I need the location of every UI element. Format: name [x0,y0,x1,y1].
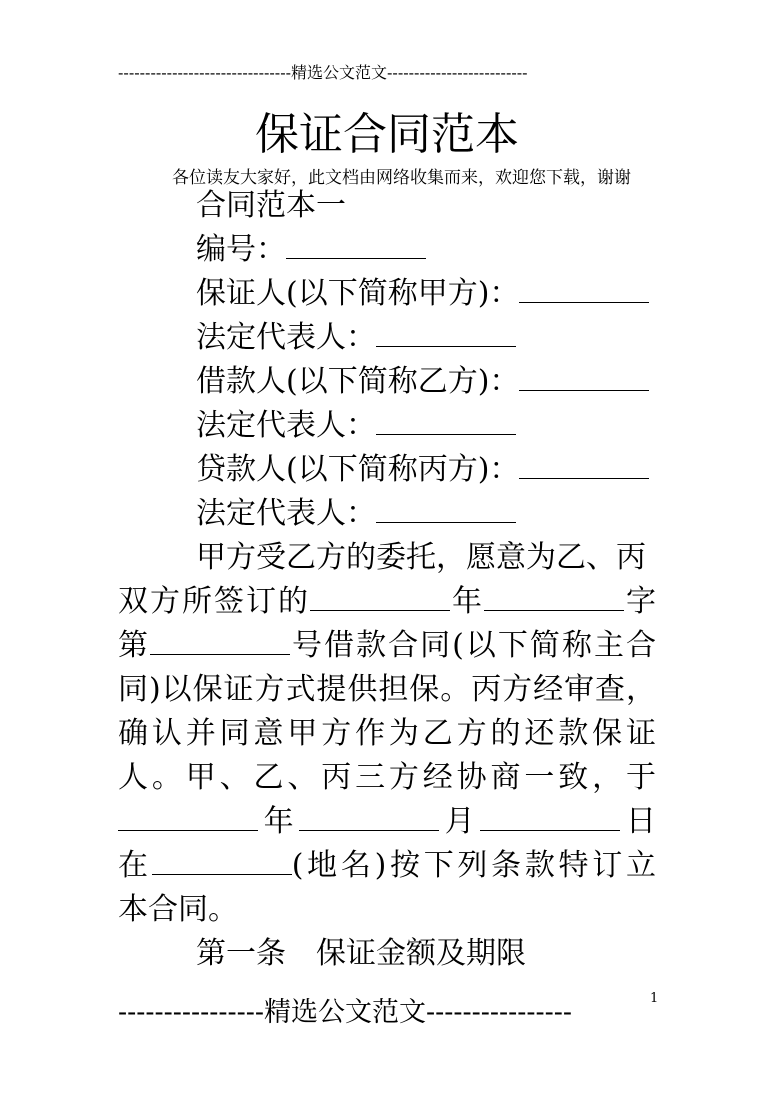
article-1-heading: 第一条 保证金额及期限 [196,936,526,971]
paragraph-text: 年 [450,584,484,619]
rep1-blank [376,316,516,347]
paragraph-text: 字 [624,584,656,619]
guarantor-label: 保证人(以下简称甲方)： [196,276,520,311]
lender-line [196,448,649,492]
paragraph-line-5 [118,712,656,756]
rep2-blank [376,404,516,435]
rep3-blank [376,492,516,523]
paragraph-line-2 [118,580,656,624]
contract-year-blank [310,580,450,611]
rep2-line [196,404,516,448]
sign-day-blank [480,800,620,831]
section-title-text: 合同范本一 [196,188,346,223]
place-blank [152,844,292,875]
page-number: 1 [650,991,659,1006]
contract-number-blank [150,624,290,655]
paragraph-text: 在 [118,848,152,883]
lender-label: 贷款人(以下简称丙方)： [196,452,520,487]
paragraph-line-8 [118,844,656,888]
section-title [196,184,346,228]
paragraph-text: 人。甲、乙、丙三方经协商一致，于 [118,760,656,795]
paragraph-text: 日 [620,804,657,839]
rep3-line [196,492,516,536]
page-header: --------------------------------精选公文范文-------------------------- [118,63,528,82]
document-subtitle: 各位读友大家好，此文档由网络收集而来，欢迎您下载，谢谢 [172,168,631,188]
borrower-line [196,360,649,404]
contract-char-blank [484,580,624,611]
rep2-label: 法定代表人： [196,408,376,443]
paragraph-text: 甲方受乙方的委托，愿意为乙、丙 [196,540,646,575]
lender-blank [519,448,649,479]
paragraph-text: 本合同。 [118,892,238,927]
paragraph-text: 月 [439,804,481,839]
paragraph-text: 双方所签订的 [118,584,310,619]
paragraph-text: (地名)按下列条款特订立 [291,848,656,883]
number-label: 编号： [196,232,286,267]
paragraph-text: 确认并同意甲方作为乙方的还款保证 [118,716,656,751]
borrower-label: 借款人(以下简称乙方)： [196,364,520,399]
paragraph-text: 年 [258,804,300,839]
paragraph-line-1 [196,536,646,580]
paragraph-text: 号借款合同(以下简称主合 [290,628,656,663]
document-title: 保证合同范本 [255,109,519,160]
page-footer: ----------------精选公文范文---------------- [118,997,572,1028]
sign-month-blank [299,800,439,831]
borrower-blank [519,360,649,391]
number-blank [286,228,426,259]
paragraph-line-7 [118,800,656,844]
rep1-line [196,316,516,360]
sign-year-blank [118,800,258,831]
rep3-label: 法定代表人： [196,496,376,531]
paragraph-text: 第 [118,628,151,663]
number-line [196,228,426,272]
paragraph-line-4 [118,668,656,712]
paragraph-line-6 [118,756,656,800]
paragraph-line-3 [118,624,656,668]
paragraph-line-9 [118,888,238,932]
guarantor-line [196,272,649,316]
guarantor-blank [519,272,649,303]
paragraph-text: 同)以保证方式提供担保。丙方经审查， [118,672,656,707]
rep1-label: 法定代表人： [196,320,376,355]
